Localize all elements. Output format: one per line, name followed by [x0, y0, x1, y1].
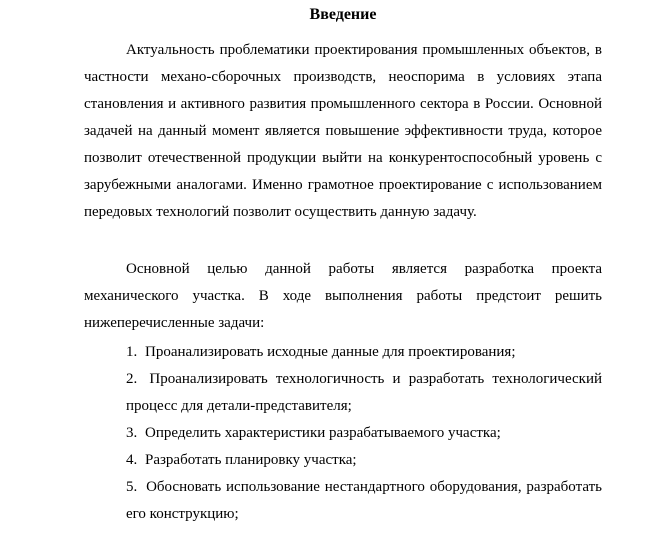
task-number: 1. — [126, 344, 138, 360]
task-text: Разработать планировку участка; — [145, 452, 357, 468]
task-list — [126, 339, 602, 528]
task-number: 4. — [126, 452, 138, 468]
task-text: Проанализировать исходные данные для проектирования; — [145, 344, 516, 360]
task-item — [126, 447, 602, 474]
task-item — [126, 366, 602, 420]
task-text: Обосновать использование нестандартного оборудования, разработать его конструкцию; — [126, 479, 603, 522]
task-number: 2. — [126, 371, 138, 387]
task-text: Проанализировать технологичность и разработать технологический процесс для детали-представителя; — [126, 371, 603, 414]
task-number: 5. — [126, 479, 138, 495]
section-title: Введение — [309, 6, 377, 23]
goal-paragraph: Основной целью данной работы является разработка проекта механического участка. В ходе выполнения работы предстоит решить нижеперечисленные задачи: — [84, 261, 602, 331]
task-text: Определить характеристики разрабатываемого участка; — [145, 425, 501, 441]
task-item — [126, 474, 602, 528]
task-item — [126, 420, 602, 447]
task-number: 3. — [126, 425, 138, 441]
intro-paragraph: Актуальность проблематики проектирования промышленных объектов, в частности механо-сборочных производств, неоспорима в условиях этапа становления и активного развития промышленного сектора в России. Основной задачей на данный момент является повышение эффективности труда, которое позволит отечественной продукции выйти на конкурентоспособный уровень с зарубежными аналогами. Именно грамотное проектирование с использованием передовых технологий позволит осуществить данную задачу. — [84, 42, 602, 220]
task-item — [126, 339, 602, 366]
